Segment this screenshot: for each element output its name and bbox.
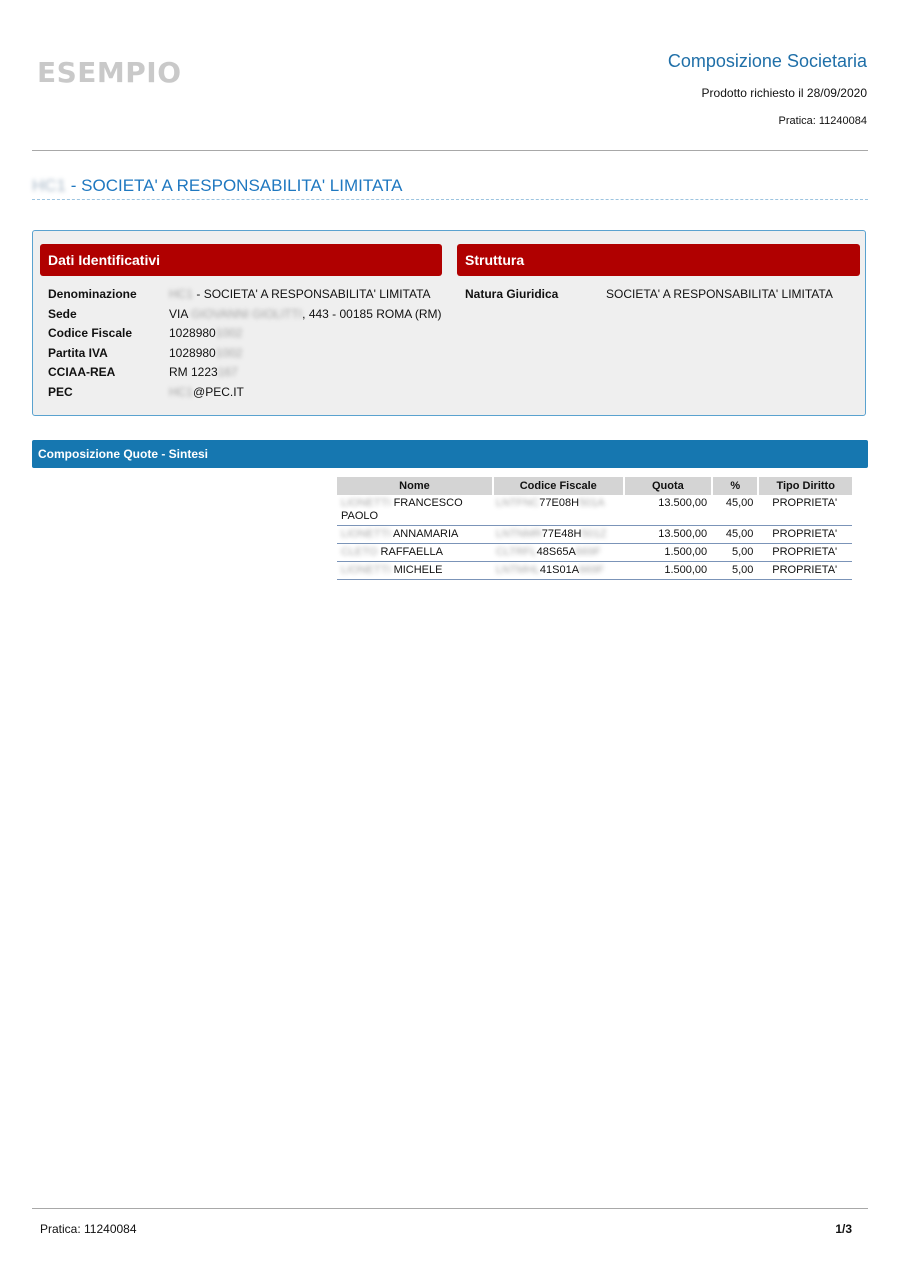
redacted-text: LNTNMR [495, 528, 542, 540]
redacted-text: LIONETTI [341, 564, 391, 576]
field-value [169, 345, 242, 361]
value-text: 1028980 [169, 326, 216, 340]
cell-quota: 1.500,00 [623, 544, 712, 562]
cell-tipo-diritto: PROPRIETA' [757, 544, 852, 562]
value-text: FRANCESCO [393, 497, 463, 509]
value-text: MICHELE [393, 564, 443, 576]
company-name-suffix: - SOCIETA' A RESPONSABILITA' LIMITATA [70, 176, 403, 195]
field-label: Sede [48, 307, 77, 321]
field-label: Denominazione [48, 287, 137, 301]
value-text: - SOCIETA' A RESPONSABILITA' LIMITATA [196, 287, 431, 301]
value-text: 1028980 [169, 346, 216, 360]
redacted-text: CLTRFL [495, 546, 537, 558]
table-row [337, 526, 852, 544]
cell-tipo-diritto: PROPRIETA' [757, 562, 852, 580]
cell-nome [337, 495, 492, 526]
footer-pratica: Pratica: 11240084 [40, 1222, 137, 1236]
value-text: 77E48H [541, 528, 582, 540]
struttura-header: Struttura [457, 244, 860, 276]
field-label: PEC [48, 385, 73, 399]
value-text: RM 1223 [169, 365, 218, 379]
request-date: Prodotto richiesto il 28/09/2020 [701, 86, 867, 100]
table-row [337, 562, 852, 580]
cell-nome [337, 562, 492, 580]
cell-quota: 13.500,00 [623, 526, 712, 544]
dati-identificativi-header: Dati Identificativi [40, 244, 442, 276]
value-text: PAOLO [341, 510, 379, 522]
column-header-codice-fiscale: Codice Fiscale [492, 477, 623, 495]
cell-tipo-diritto: PROPRIETA' [757, 526, 852, 544]
redacted-text: 1002 [215, 326, 243, 340]
redacted-text: LIONETTI [341, 497, 391, 509]
section-composizione-quote: Composizione Quote - Sintesi [32, 440, 868, 468]
redacted-text: 501Z [581, 528, 607, 540]
cell-percent: 5,00 [711, 544, 757, 562]
field-label: CCIAA-REA [48, 365, 116, 379]
column-header-tipo-diritto: Tipo Diritto [757, 477, 852, 495]
value-text: RAFFAELLA [380, 546, 443, 558]
page-number: 1/3 [835, 1222, 852, 1236]
field-value [169, 325, 242, 341]
column-header-percent: % [711, 477, 757, 495]
field-value [169, 364, 238, 380]
cell-codice-fiscale [492, 526, 623, 544]
value-prefix: VIA [169, 307, 188, 321]
field-value: SOCIETA' A RESPONSABILITA' LIMITATA [606, 287, 833, 301]
redacted-text: LNTMHL [495, 564, 540, 576]
company-name-redacted: HC1 [32, 176, 67, 195]
field-value [169, 286, 431, 302]
header-divider [32, 150, 868, 151]
redacted-text: LNTFNC [495, 497, 540, 509]
redacted-text: CLETO [341, 546, 378, 558]
value-text: @PEC.IT [193, 385, 244, 399]
field-label: Partita IVA [48, 346, 108, 360]
column-header-quota: Quota [623, 477, 712, 495]
cell-percent: 5,00 [711, 562, 757, 580]
value-text: 48S65A [536, 546, 576, 558]
footer-divider [32, 1208, 868, 1209]
redacted-text: HC1 [169, 287, 194, 301]
field-label: Codice Fiscale [48, 326, 133, 340]
document-title: Composizione Societaria [667, 51, 867, 71]
cell-percent: 45,00 [711, 495, 757, 526]
quote-table [337, 477, 852, 580]
redacted-text: 1002 [215, 346, 243, 360]
cell-codice-fiscale [492, 495, 623, 526]
value-text: , 443 - 00185 ROMA (RM) [302, 307, 442, 321]
cell-nome [337, 526, 492, 544]
field-value [169, 384, 244, 400]
table-row [337, 544, 852, 562]
cell-quota: 13.500,00 [623, 495, 712, 526]
table-header-row [337, 477, 852, 495]
cell-codice-fiscale [492, 544, 623, 562]
redacted-text: HC1 [169, 385, 194, 399]
redacted-text: 669F [579, 564, 605, 576]
value-text: ANNAMARIA [392, 528, 459, 540]
cell-codice-fiscale [492, 562, 623, 580]
cell-tipo-diritto: PROPRIETA' [757, 495, 852, 526]
cell-quota: 1.500,00 [623, 562, 712, 580]
field-value [169, 306, 442, 322]
cell-nome [337, 544, 492, 562]
field-label: Natura Giuridica [465, 287, 559, 301]
redacted-text: GIOVANNI GIOLITTI [191, 307, 303, 321]
identification-panel [32, 230, 866, 416]
value-text: 41S01A [539, 564, 580, 576]
watermark: ESEMPIO [37, 56, 182, 89]
value-text: 77E08H [539, 497, 580, 509]
company-heading [32, 176, 868, 200]
column-header-nome: Nome [337, 477, 492, 495]
redacted-text: LIONETTI [341, 528, 391, 540]
redacted-text: 669F [575, 546, 601, 558]
table-row [337, 495, 852, 526]
pratica-number: Pratica: 11240084 [778, 115, 867, 127]
redacted-text: 167 [217, 365, 238, 379]
redacted-text: 501A [579, 497, 605, 509]
cell-percent: 45,00 [711, 526, 757, 544]
